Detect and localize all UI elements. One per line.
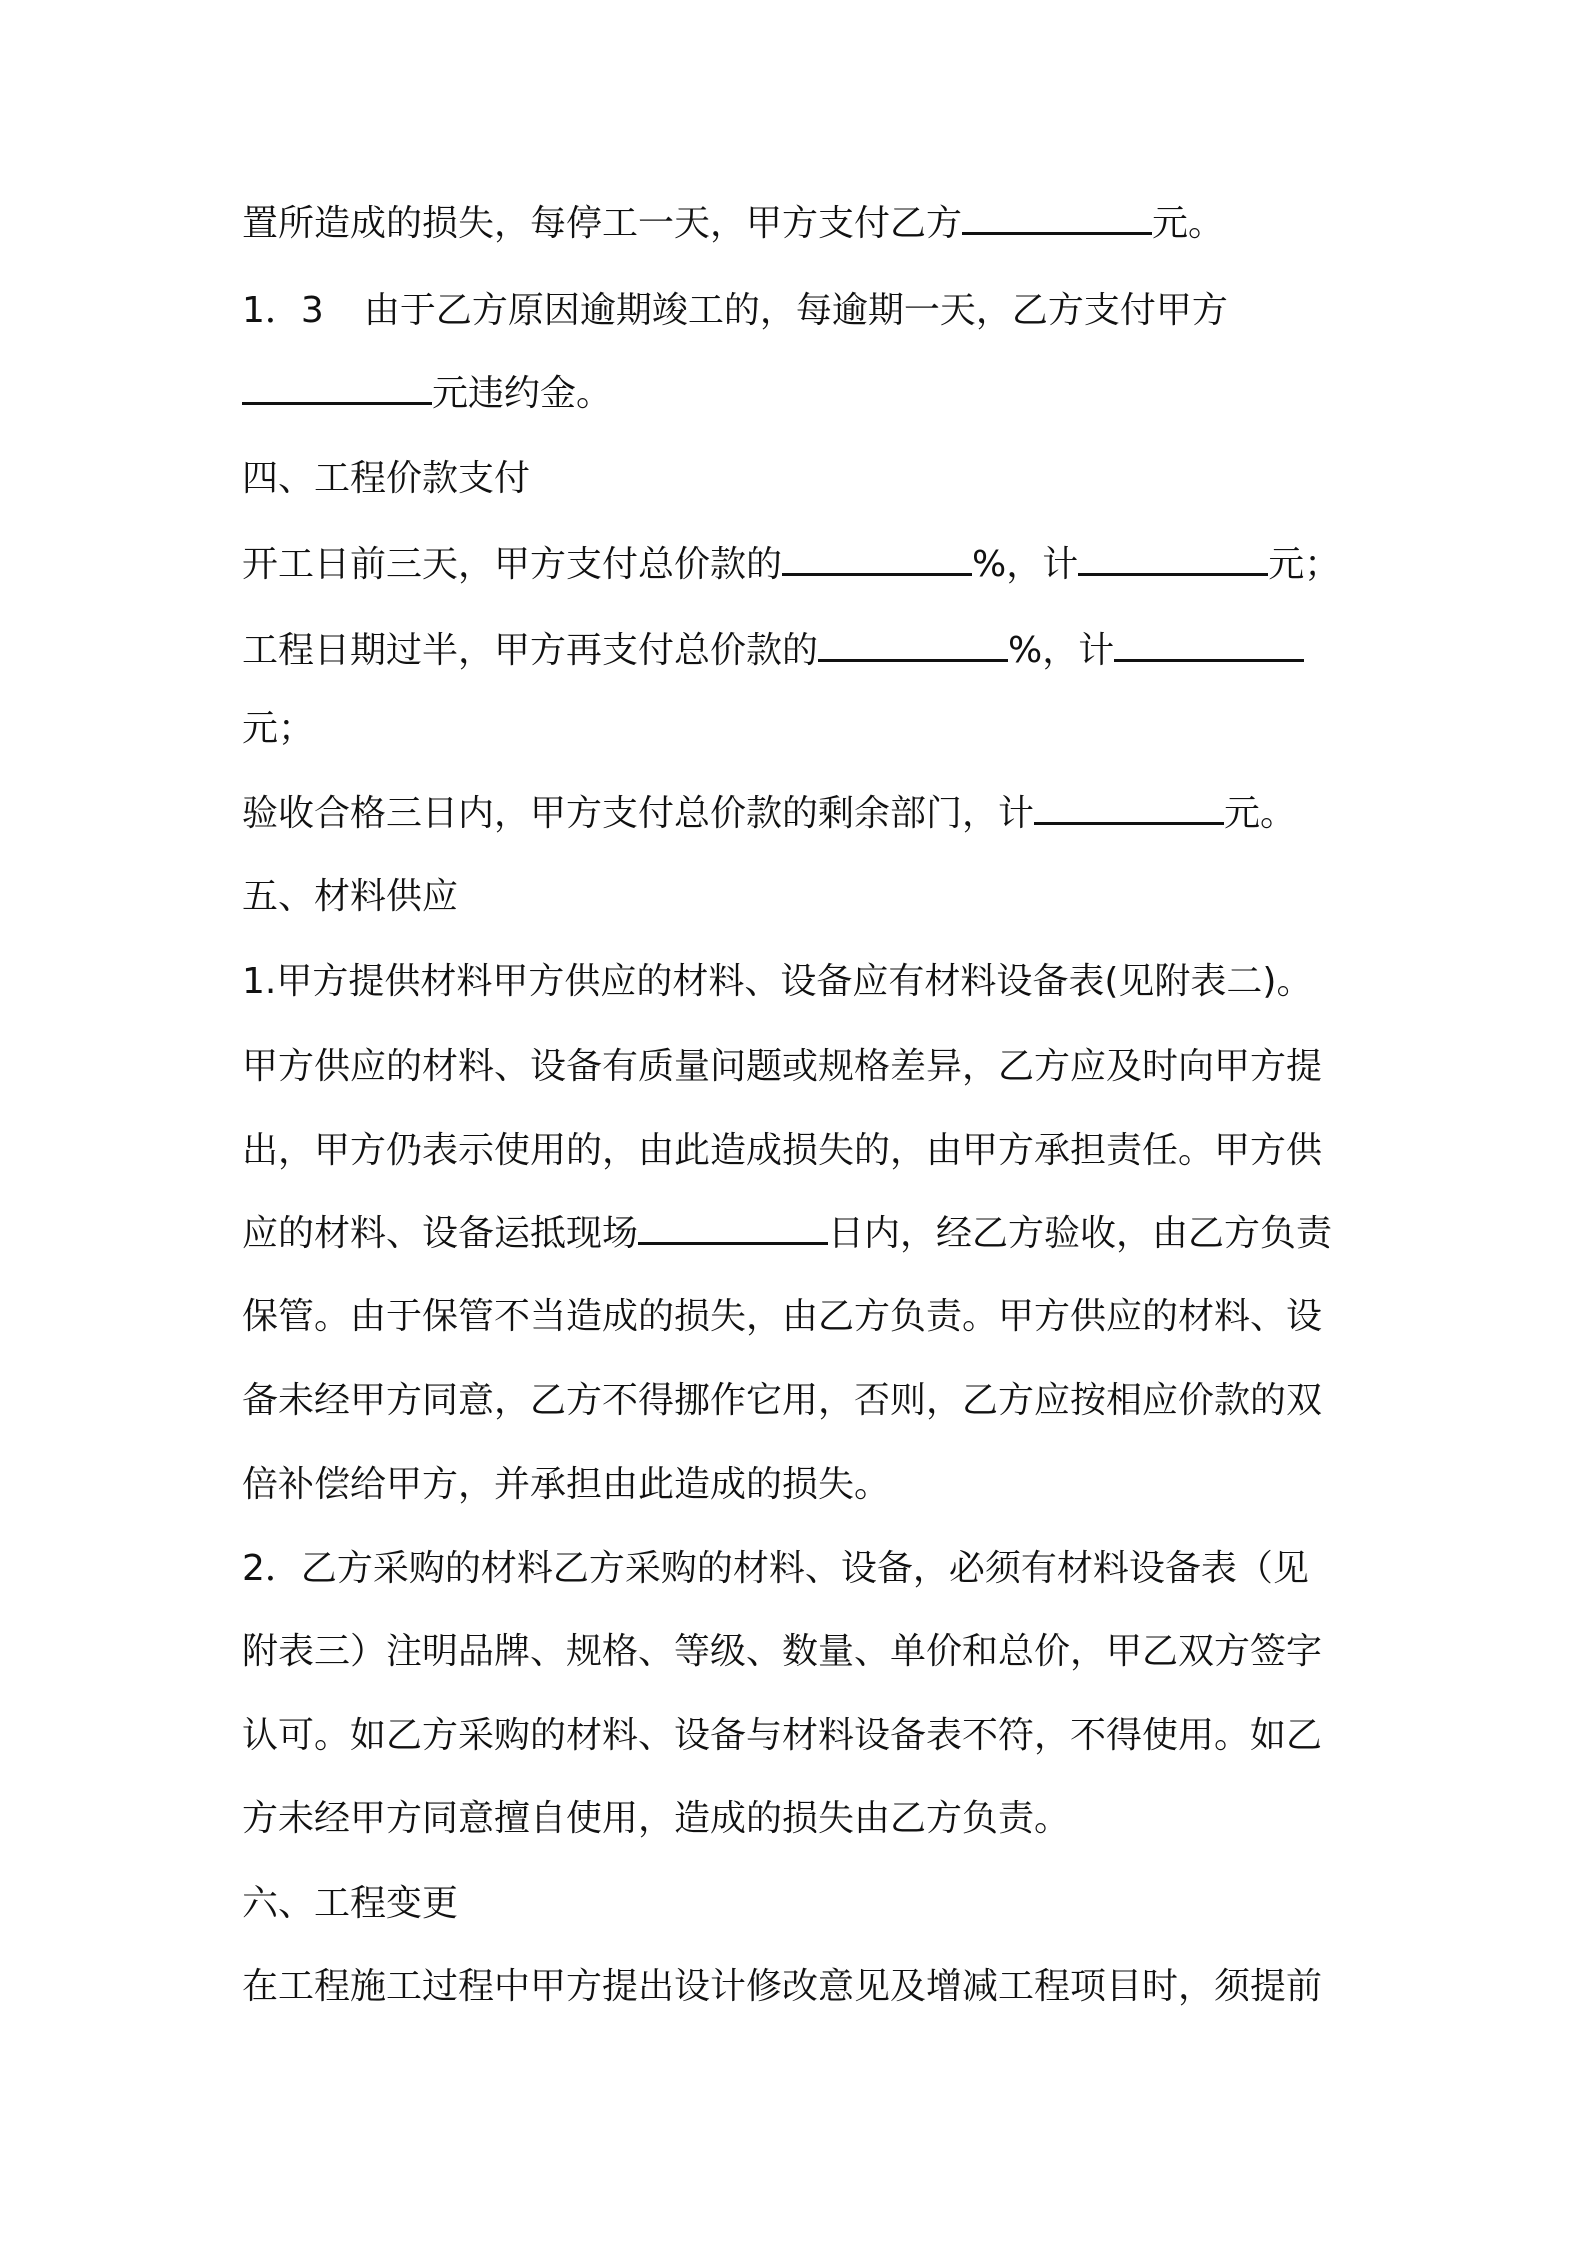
heading-text: 五、材料供应 bbox=[242, 876, 459, 917]
line-text: 元； bbox=[242, 708, 315, 749]
line-text: 保管。由于保管不当造成的损失，由乙方负责。甲方供应的材料、设 bbox=[242, 1296, 1323, 1337]
text-line bbox=[242, 1712, 1362, 1760]
line-text: 在工程施工过程中甲方提出设计修改意见及增减工程项目时，须提前 bbox=[242, 1966, 1323, 2007]
line-text: 工程日期过半，甲方再支付总价款的 bbox=[242, 630, 819, 671]
text-line bbox=[242, 1461, 1362, 1509]
fill-in-blank bbox=[962, 202, 1152, 235]
section-heading bbox=[242, 1880, 1362, 1928]
line-text: 元。 bbox=[1224, 793, 1297, 834]
text-line bbox=[242, 287, 1362, 335]
text-line bbox=[242, 1293, 1362, 1341]
text-line bbox=[242, 1377, 1362, 1425]
line-text: 元违约金。 bbox=[432, 373, 613, 414]
line-text: 置所造成的损失，每停工一天，甲方支付乙方 bbox=[242, 203, 963, 244]
section-heading bbox=[242, 873, 1362, 921]
text-line bbox=[242, 705, 1362, 753]
line-text: 2．乙方采购的材料乙方采购的材料、设备，必须有材料设备表（见 bbox=[242, 1548, 1309, 1589]
line-text: 附表三）注明品牌、规格、等级、数量、单价和总价，甲乙双方签字 bbox=[242, 1631, 1323, 1672]
line-text: 应的材料、设备运抵现场 bbox=[242, 1213, 639, 1254]
fill-in-blank bbox=[782, 543, 972, 576]
line-text: 由于乙方原因逾期竣工的，每逾期一天，乙方支付甲方 bbox=[363, 290, 1228, 331]
text-line bbox=[242, 541, 1362, 589]
line-text: 倍补偿给甲方，并承担由此造成的损失。 bbox=[242, 1464, 891, 1505]
fill-in-blank bbox=[1078, 543, 1268, 576]
text-line bbox=[242, 1963, 1362, 2011]
clause-number: 1．3 bbox=[242, 290, 324, 331]
fill-in-blank bbox=[242, 372, 432, 405]
fill-in-blank bbox=[1114, 629, 1304, 662]
text-line bbox=[242, 1795, 1362, 1843]
heading-text: 六、工程变更 bbox=[242, 1883, 459, 1924]
text-line bbox=[242, 958, 1362, 1006]
text-line bbox=[242, 1210, 1362, 1258]
text-line bbox=[242, 1628, 1362, 1676]
text-line bbox=[242, 1127, 1362, 1175]
heading-text: 四、工程价款支付 bbox=[242, 458, 531, 499]
text-line bbox=[242, 1545, 1362, 1593]
line-text: 方未经甲方同意擅自使用，造成的损失由乙方负责。 bbox=[242, 1798, 1071, 1839]
line-text: 元。 bbox=[1152, 203, 1225, 244]
text-line bbox=[242, 1043, 1362, 1091]
fill-in-blank bbox=[818, 629, 1008, 662]
line-text: 甲方供应的材料、设备有质量问题或规格差异，乙方应及时向甲方提 bbox=[242, 1046, 1323, 1087]
line-text: 元； bbox=[1268, 544, 1341, 585]
line-text: 日内，经乙方验收，由乙方负责 bbox=[828, 1213, 1333, 1254]
line-text: 出，甲方仍表示使用的，由此造成损失的，由甲方承担责任。甲方供 bbox=[242, 1130, 1323, 1171]
line-text: 备未经甲方同意，乙方不得挪作它用，否则，乙方应按相应价款的双 bbox=[242, 1380, 1323, 1421]
fill-in-blank bbox=[638, 1212, 828, 1245]
text-line bbox=[242, 370, 1362, 418]
fill-in-blank bbox=[1034, 792, 1224, 825]
line-text: 认可。如乙方采购的材料、设备与材料设备表不符，不得使用。如乙 bbox=[242, 1715, 1323, 1756]
line-text: 验收合格三日内，甲方支付总价款的剩余部门，计 bbox=[242, 793, 1035, 834]
text-line bbox=[242, 627, 1362, 675]
line-text: 1.甲方提供材料甲方供应的材料、设备应有材料设备表(见附表二)。 bbox=[242, 961, 1313, 1002]
text-line bbox=[242, 790, 1362, 838]
line-text: %，计 bbox=[1008, 630, 1115, 671]
line-text: 开工日前三天，甲方支付总价款的 bbox=[242, 544, 783, 585]
section-heading bbox=[242, 455, 1362, 503]
text-line bbox=[242, 200, 1362, 248]
line-text: %，计 bbox=[972, 544, 1079, 585]
